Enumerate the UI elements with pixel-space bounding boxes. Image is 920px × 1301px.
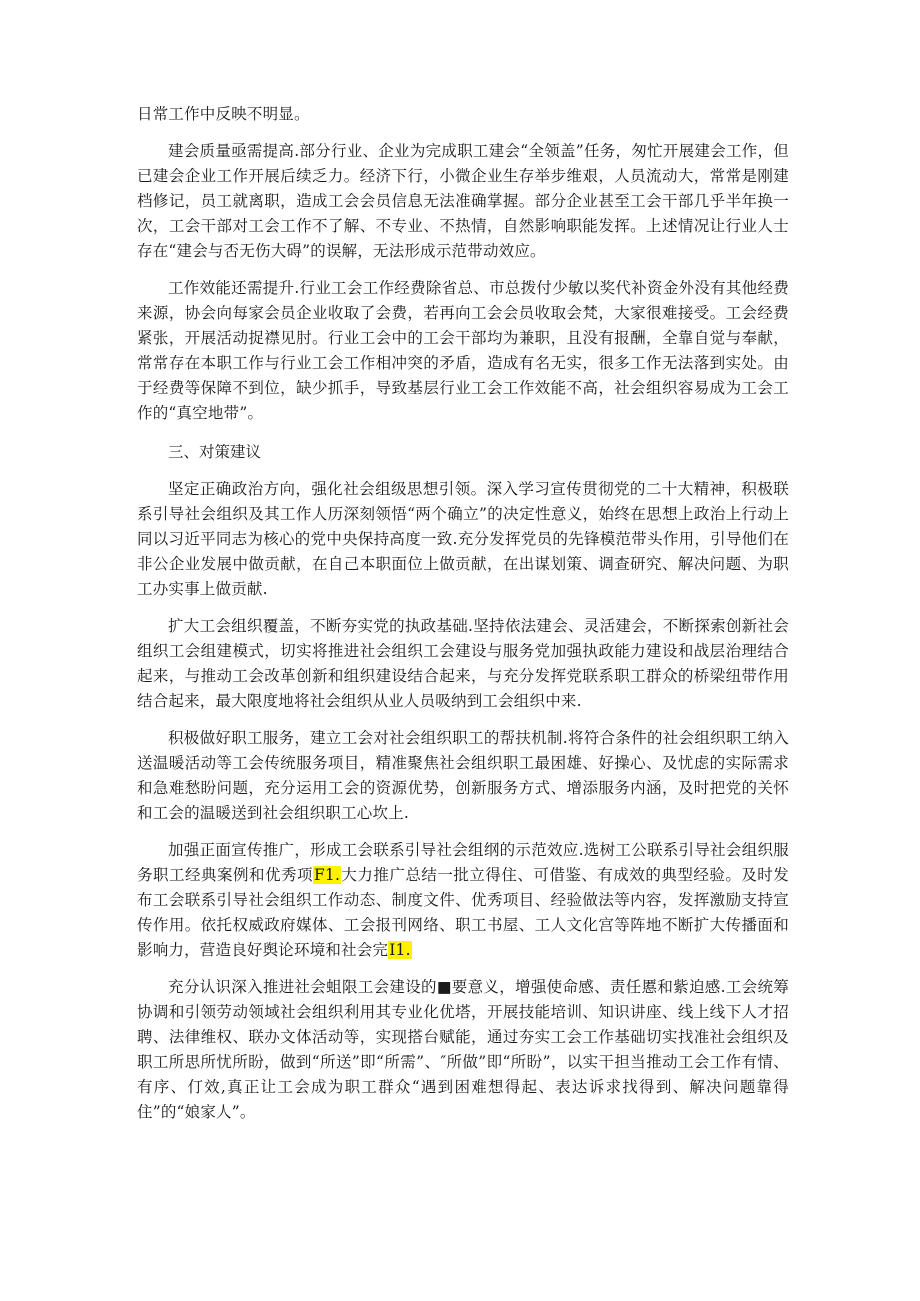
paragraph-political-direction: 坚定正确政治方向，强化社会组级思想引领。深入学习宣传贯彻党的二十大精神，积极联系引导社会组织及其工作人历深刻领悟“两个确立”的决定性意义，始终在思想上政治上行动上同以习近平同志为核心的党中央保持高度一致.充分发挥党员的先锋模范带头作用，引导他们在非公企业发展中做贡献，在自己本职面位上做贡献，在出谋划策、调查研究、解决问题、为职工办实事上做贡献. — [137, 480, 789, 598]
paragraph-publicity-text-b: 大力推广总结一批立得住、可借鉴、有成效的典型经验。及时发布工会联系引导社会组织工作动态、制度文件、优秀项目、经验做法等内容，发挥激励支持宣传作用。依托权威政府媒体、工会报刊网络、职工书屋、工人文化宫等阵地不断扩大传播面和影响力，营造良好舆论环境和社会完 — [137, 866, 790, 959]
document-page — [137, 102, 789, 1125]
paragraph-work-efficiency: 工作效能还需提升.行业工会工作经费除省总、市总拨付少敏以奖代补资金外没有其他经费来源，协会向每家会员企业收取了会费，若再向工会会员收取会梵，大家很难接受。工会经费紧张，开展活动捉襟见肘。行业工会中的工会干部均为兼职，且没有报酬，全靠自觉与奉献，常常存在本职工作与行业工会工作相冲突的矛盾，造成有名无实，很多工作无法落到实处。由于经费等保障不到位，缺少抓手，导致基层行业工会工作效能不高，社会组织容易成为工会工作的“真空地带”。 — [137, 279, 789, 422]
paragraph-publicity — [137, 838, 789, 963]
highlight-mark: I1. — [389, 941, 411, 959]
paragraph-continuation: 日常工作中反映不明显。 — [137, 105, 310, 123]
paragraph-worker-services: 积极做好职工服务，建立工会对社会组织职工的帮扶机制.将符合条件的社会组织职工纳入送温暖活动等工会传统服务项目，精准聚焦社会组织职工最困雄、好操心、及忧虑的实际需求和急难愁盼问题，充分运用工会的资源优势，创新服务方式、增添服务内涵，及时把党的关怀和工会的温暖送到社会组织职工心坎上. — [137, 729, 789, 822]
paragraph-union-quality: 建会质量亟需提高.部分行业、企业为完成职工建会“全领盖”任务，匆忙开展建会工作，但已建会企业工作开展后续乏力。经济下行，小微企业生存举步维艰，人员流动大，常常是刚建档修记，员工就离职，造成工会会员信息无法准确掌握。部分企业甚至工会干部几乎半年换一次，工会干部对工会工作不了解、不专业、不热情，自然影响职能发挥。上述情况让行业人士存在“建会与否无伤大碍”的误解，无法形成示范带动效应。 — [137, 142, 789, 260]
paragraph-publicity-text-a: 加强正面宣传推广，形成工会联系引导社会组纲的示范效应.选树工公联系引导社会组织服务职工经典案例和优秀项 — [137, 841, 789, 884]
section-heading-countermeasures: 三、对策建议 — [168, 443, 262, 461]
paragraph-expand-coverage: 扩大工会组织覆盖，不断夯实党的执政基础.坚持依法建会、灵活建会，不断探索创新社会组织工会组建模式，切实将推进社会组织工会建设与服务党加强执政能力建设和战层治理结合起来，与推动工会改革创新和组织建设结合起来，与充分发挥党联系职工群众的桥梁纽带作用结合起来，最大限度地将社会组织从业人员吸纳到工会组织中来. — [137, 617, 789, 710]
highlight-mark: F1. — [313, 866, 341, 884]
paragraph-deep-understanding: 充分认识深入推进社会蛆限工会建设的■要意义，增强使命感、责任慝和紫迫感.工会统筹协调和引领劳动领域社会组织利用其专业化优塔，开展技能培训、知识讲座、线上线下人才招聘、法律维权、联办文体活动等，实现搭台赋能，通过夯实工会工作基础切实找准社会组织及职工所思所忧所盼，做到“所送”即“所需”、″所做”即“所盼”，以实干担当推动工会工作有情、有序、仃效,真正让工会成为职工群众“遇到困难想得起、表达诉求找得到、解决问题靠得住”的“娘家人”。 — [137, 978, 789, 1121]
